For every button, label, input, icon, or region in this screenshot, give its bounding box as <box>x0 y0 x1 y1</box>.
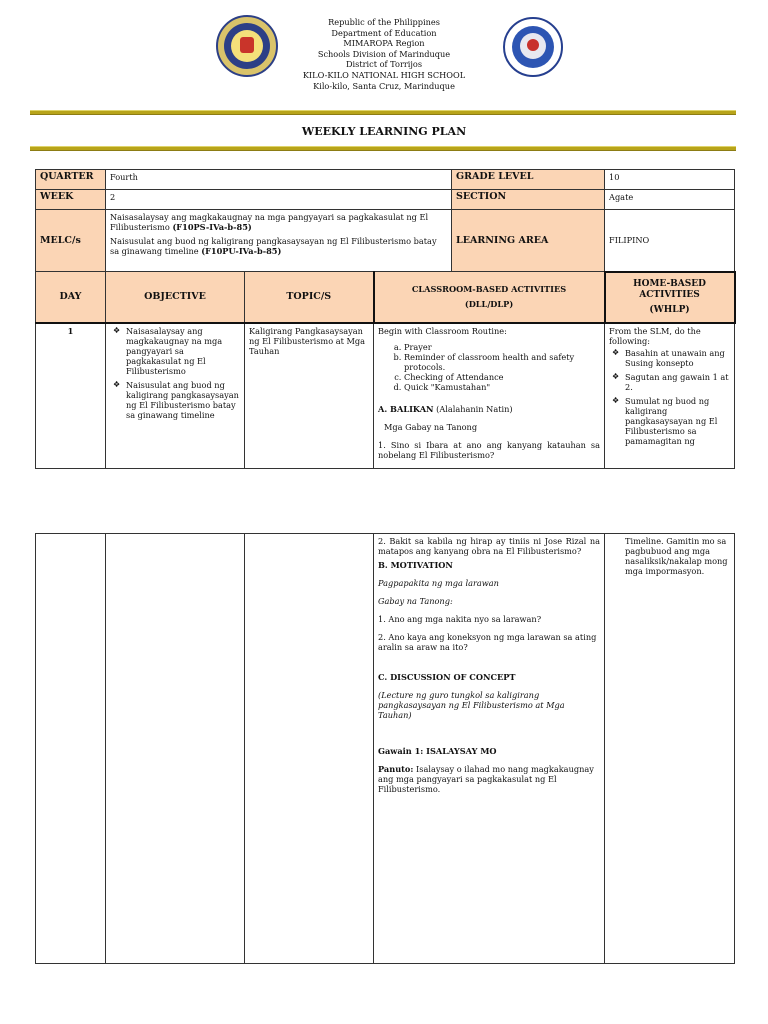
letterhead <box>234 17 534 91</box>
melc-1-text: Naisasalaysay ang magkakaugnay na mga pangyayari sa pagkakasulat ng El Filibusterismo <box>110 212 429 232</box>
week-value: 2 <box>106 190 452 210</box>
row2-classroom <box>374 534 605 964</box>
discussion-heading: C. DISCUSSION OF CONCEPT <box>378 672 516 682</box>
letterhead-line: MIMAROPA Region <box>343 38 425 49</box>
home-intro: From the SLM, do the following: <box>609 325 701 346</box>
col-classroom-line2: (DLL/DLP) <box>464 298 514 309</box>
document-title: WEEKLY LEARNING PLAN <box>301 125 467 138</box>
routine-item: d. Quick "Kamustahan" <box>404 382 600 392</box>
balikan-heading <box>378 404 600 414</box>
letterhead-line: Department of Education <box>331 27 437 38</box>
grade-level-label: GRADE LEVEL <box>452 170 605 190</box>
melc-2-code: (F10PU-IVa-b-85) <box>201 246 282 256</box>
balikan-bold: A. BALIKAN <box>378 403 434 414</box>
section-label: SECTION <box>452 190 605 210</box>
col-classroom-line1: CLASSROOM-BASED ACTIVITIES <box>411 283 567 294</box>
row2-day <box>36 534 106 964</box>
letterhead-line: Schools Division of Marinduque <box>317 48 451 59</box>
row1-home <box>605 323 735 469</box>
home-item: ❖ Sagutan ang gawain 1 at 2. <box>625 372 730 392</box>
gawain-heading: Gawain 1: ISALAYSAY MO <box>378 746 497 756</box>
home-item: ❖ Basahin at unawain ang Susing konsepto <box>625 348 730 368</box>
panuto-body: Isalaysay o ilahad mo nang magkakaugnay ang mga pangyayari sa pagkakasulat ng El Filibusterismo. <box>378 764 594 794</box>
grade-level-value: 10 <box>605 170 735 190</box>
lecture-text: (Lecture ng guro tungkol sa kaligirang pangkasaysayan ng El Filibusterismo at Mga Tauhan) <box>378 690 565 720</box>
letterhead-line: KILO-KILO NATIONAL HIGH SCHOOL <box>302 69 466 80</box>
quarter-value: Fourth <box>106 170 452 190</box>
row1-topic: Kaligirang Pangkasaysayan ng El Filibusterismo at Mga Tauhan <box>245 323 374 469</box>
question-2: 2. Bakit sa kabila ng hirap ay tiniis ni Jose Rizal na matapos ang kanyang obra na El Filibusterismo? <box>378 536 600 556</box>
col-classroom-activities <box>374 272 605 323</box>
letterhead-line: Republic of the Philippines <box>328 17 440 27</box>
letterhead-line: Kilo-kilo, Santa Cruz, Marinduque <box>313 80 455 91</box>
row2-home: Timeline. Gamitin mo sa pagbubuod ang mga nasaliksik/nakalap mong mga impormasyon. <box>605 534 735 964</box>
panuto-text <box>378 764 600 794</box>
home-item: ❖ Sumulat ng buod ng kaligirang pangkasaysayan ng El Filibusterismo sa pamamagitan ng <box>625 396 730 446</box>
objective-item: ❖ Naisusulat ang buod ng kaligirang pangkasaysayan ng El Filibusterismo batay sa ginawang timeline <box>126 380 240 420</box>
plan-table <box>35 169 736 469</box>
col-objective: OBJECTIVE <box>106 272 245 323</box>
col-home-line2: (WHLP) <box>649 304 690 315</box>
plan-table-continued <box>35 533 735 964</box>
routine-item: c. Checking of Attendance <box>404 372 600 382</box>
melc-label: MELC/s <box>36 210 106 272</box>
pagpapakita-text: Pagpapakita ng mga larawan <box>378 578 499 588</box>
title-divider <box>30 146 736 151</box>
row1-day: 1 <box>36 323 106 469</box>
objective-item: ❖ Naisasalaysay ang magkakaugnay na mga pangyayari sa pagkakasulat ng El Filibusterismo <box>126 326 240 376</box>
quarter-label: QUARTER <box>36 170 106 190</box>
row1-classroom <box>374 323 605 469</box>
col-home-line1: HOME-BASED ACTIVITIES <box>633 278 706 300</box>
melc-1-code: (F10PS-IVa-b-85) <box>172 222 252 232</box>
section-value: Agate <box>605 190 735 210</box>
motivation-heading: B. MOTIVATION <box>378 560 453 570</box>
col-topics: TOPIC/S <box>245 272 374 323</box>
routine-intro: Begin with Classroom Routine: <box>378 325 507 336</box>
row2-objectives <box>106 534 245 964</box>
panuto-label: Panuto: <box>378 764 414 774</box>
week-label: WEEK <box>36 190 106 210</box>
header-divider <box>30 110 736 115</box>
melc-2-text: Naisusulat ang buod ng kaligirang pangkasaysayan ng El Filibusterismo batay sa ginawang timeline <box>110 236 437 256</box>
col-day: DAY <box>36 272 106 323</box>
balikan-rest: (Alalahanin Natin) <box>433 403 513 414</box>
question-1: 1. Sino si Ibara at ano ang kanyang katauhan sa nobelang El Filibusterismo? <box>378 439 601 460</box>
learning-area-value: FILIPINO <box>605 210 735 272</box>
motivation-q2: 2. Ano kaya ang koneksyon ng mga larawan sa ating aralin sa araw na ito? <box>378 632 597 652</box>
letterhead-line: District of Torrijos <box>345 59 423 70</box>
motivation-q1: 1. Ano ang mga nakita nyo sa larawan? <box>378 614 542 624</box>
row1-objectives <box>106 323 245 469</box>
routine-item: b. Reminder of classroom health and safety protocols. <box>404 352 600 372</box>
gabay-tanong: Gabay na Tanong: <box>378 596 453 606</box>
routine-item: a. Prayer <box>404 342 600 352</box>
learning-area-label: LEARNING AREA <box>452 210 605 272</box>
row2-topic <box>245 534 374 964</box>
gabay-heading: Mga Gabay na Tanong <box>384 421 478 432</box>
col-home-activities <box>605 272 735 323</box>
melc-value <box>106 210 452 272</box>
